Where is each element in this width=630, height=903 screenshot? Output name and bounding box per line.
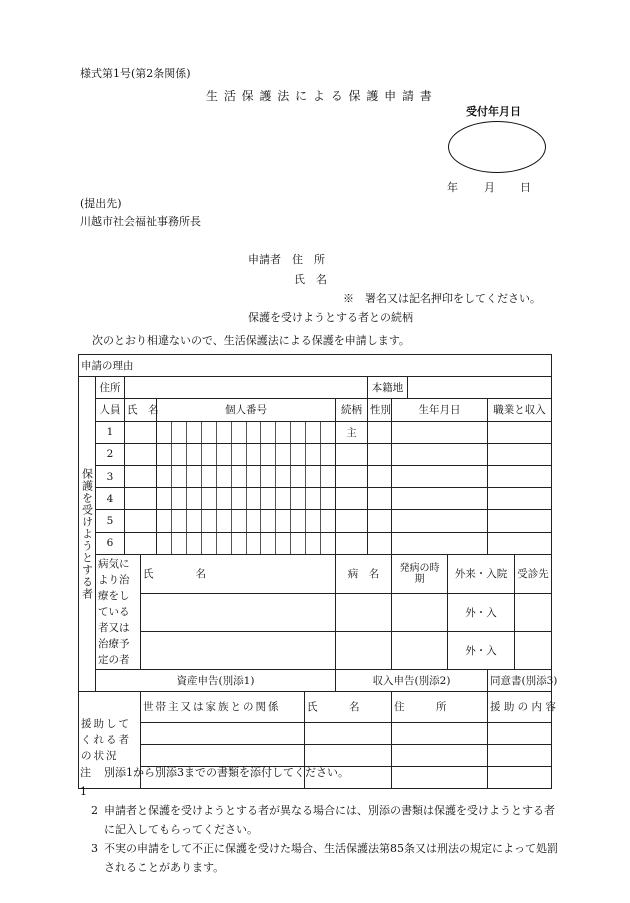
note-number: 2 bbox=[91, 804, 98, 817]
outpatient-option[interactable]: 外・入 bbox=[448, 593, 515, 631]
relation-field[interactable] bbox=[336, 488, 368, 510]
row-number: 4 bbox=[96, 488, 125, 510]
support-address-field[interactable] bbox=[392, 722, 488, 744]
sex-field[interactable] bbox=[368, 443, 392, 465]
onset-field[interactable] bbox=[392, 593, 448, 631]
illness-header-disease: 病 名 bbox=[336, 554, 392, 593]
page-title: 生 活 保 護 法 に よ る 保 護 申 請 書 bbox=[206, 89, 433, 103]
clinic-field[interactable] bbox=[515, 593, 552, 631]
row-number: 3 bbox=[96, 465, 125, 487]
head-mark: 主 bbox=[336, 421, 368, 443]
birthdate-field[interactable] bbox=[392, 532, 488, 554]
name-field[interactable] bbox=[125, 532, 157, 554]
address-field[interactable] bbox=[125, 377, 368, 399]
sex-field[interactable] bbox=[368, 421, 392, 443]
date-month: 月 bbox=[484, 181, 495, 194]
row-number: 2 bbox=[96, 443, 125, 465]
relation-field[interactable] bbox=[336, 532, 368, 554]
header-personal-number: 個人番号 bbox=[157, 399, 336, 421]
name-field[interactable] bbox=[125, 465, 157, 487]
note-text: 不実の申請をして不正に保護を受けた場合、生活保護法第85条又は刑法の規定によって処罰されることがあります。 bbox=[104, 842, 558, 874]
outpatient-option[interactable]: 外・入 bbox=[448, 631, 515, 669]
notes bbox=[80, 763, 560, 877]
side-label: 保護を受けようとする者 bbox=[80, 468, 94, 601]
birthdate-field[interactable] bbox=[392, 443, 488, 465]
receipt-stamp-area bbox=[448, 121, 546, 173]
note-item bbox=[80, 801, 560, 839]
name-field[interactable] bbox=[125, 443, 157, 465]
personal-number-field[interactable] bbox=[157, 421, 336, 443]
note-item bbox=[80, 763, 560, 801]
illness-header-outpatient: 外来・入院 bbox=[448, 554, 515, 593]
sex-field[interactable] bbox=[368, 510, 392, 532]
attachment-asset: 資産申告(別添1) bbox=[96, 669, 336, 691]
header-sex: 性別 bbox=[368, 399, 392, 421]
support-header-relation: 世帯主又は家族との関係 bbox=[141, 691, 305, 722]
application-table bbox=[78, 354, 558, 789]
occupation-field[interactable] bbox=[488, 443, 552, 465]
support-name-field[interactable] bbox=[305, 722, 392, 744]
domicile-field[interactable] bbox=[408, 377, 552, 399]
birthdate-field[interactable] bbox=[392, 421, 488, 443]
address-label: 住所 bbox=[96, 377, 125, 399]
support-header-name: 氏 名 bbox=[305, 691, 392, 722]
submit-to-label: (提出先) bbox=[80, 197, 122, 210]
header-relation: 続柄 bbox=[336, 399, 368, 421]
support-relation-field[interactable] bbox=[141, 722, 305, 744]
disease-field[interactable] bbox=[336, 631, 392, 669]
date-year: 年 bbox=[447, 181, 458, 194]
reason-label: 申請の理由 bbox=[79, 355, 552, 377]
name-field[interactable] bbox=[125, 421, 157, 443]
form-number: 様式第1号(第2条関係) bbox=[80, 67, 191, 80]
side-label-cell bbox=[79, 377, 96, 692]
note-text: 別添1から別添3までの書類を添付してください。 bbox=[104, 766, 349, 779]
applicant-name-label: 氏 名 bbox=[294, 273, 327, 286]
row-number: 1 bbox=[96, 421, 125, 443]
occupation-field[interactable] bbox=[488, 465, 552, 487]
sex-field[interactable] bbox=[368, 465, 392, 487]
note-number: 3 bbox=[91, 842, 98, 855]
illness-name-field[interactable] bbox=[141, 593, 336, 631]
row-number: 6 bbox=[96, 532, 125, 554]
birthdate-field[interactable] bbox=[392, 488, 488, 510]
row-number: 5 bbox=[96, 510, 125, 532]
support-header-address: 住 所 bbox=[392, 691, 488, 722]
statement: 次のとおり相違ないので、生活保護法による保護を申請します。 bbox=[92, 334, 410, 347]
clinic-field[interactable] bbox=[515, 631, 552, 669]
signature-note: ※ 署名又は記名押印をしてください。 bbox=[343, 292, 541, 305]
personal-number-field[interactable] bbox=[157, 443, 336, 465]
sex-field[interactable] bbox=[368, 488, 392, 510]
applicant-address-label: 申請者 住 所 bbox=[248, 253, 325, 266]
relation-label: 保護を受けようとする者との続柄 bbox=[248, 311, 413, 324]
illness-header-name: 氏 名 bbox=[141, 554, 336, 593]
personal-number-field[interactable] bbox=[157, 510, 336, 532]
disease-field[interactable] bbox=[336, 593, 392, 631]
relation-field[interactable] bbox=[336, 510, 368, 532]
support-label: 援助してくれる者の状況 bbox=[79, 691, 141, 789]
submit-to: 川越市社会福祉事務所長 bbox=[80, 215, 201, 228]
note-text: 申請者と保護を受けようとする者が異なる場合には、別添の書類は保護を受けようとする者に記入してもらってください。 bbox=[104, 804, 555, 836]
note-item bbox=[80, 839, 560, 877]
support-content-field[interactable] bbox=[488, 722, 552, 744]
domicile-label: 本籍地 bbox=[368, 377, 408, 399]
name-field[interactable] bbox=[125, 488, 157, 510]
personal-number-field[interactable] bbox=[157, 488, 336, 510]
receipt-date-label: 受付年月日 bbox=[466, 105, 521, 118]
occupation-field[interactable] bbox=[488, 488, 552, 510]
illness-name-field[interactable] bbox=[141, 631, 336, 669]
relation-field[interactable] bbox=[336, 443, 368, 465]
sex-field[interactable] bbox=[368, 532, 392, 554]
attachment-income: 収入申告(別添2) bbox=[336, 669, 488, 691]
illness-header-onset: 発病の時 期 bbox=[392, 554, 448, 593]
header-name: 氏 名 bbox=[125, 399, 157, 421]
occupation-field[interactable] bbox=[488, 532, 552, 554]
header-occupation: 職業と収入 bbox=[488, 399, 552, 421]
onset-field[interactable] bbox=[392, 631, 448, 669]
attachment-consent: 同意書(別添3) bbox=[488, 669, 552, 691]
date-day: 日 bbox=[520, 181, 531, 194]
personal-number-field[interactable] bbox=[157, 532, 336, 554]
header-members: 人員 bbox=[96, 399, 125, 421]
note-number: 注 1 bbox=[80, 766, 102, 798]
occupation-field[interactable] bbox=[488, 510, 552, 532]
personal-number-field[interactable] bbox=[157, 465, 336, 487]
relation-field[interactable] bbox=[336, 465, 368, 487]
illness-label: 病気により治療をしている者又は治療予定の者 bbox=[96, 554, 141, 669]
name-field[interactable] bbox=[125, 510, 157, 532]
occupation-field[interactable] bbox=[488, 421, 552, 443]
birthdate-field[interactable] bbox=[392, 510, 488, 532]
birthdate-field[interactable] bbox=[392, 465, 488, 487]
header-birthdate: 生年月日 bbox=[392, 399, 488, 421]
support-header-content: 援 助 の 内 容 bbox=[488, 691, 552, 722]
illness-header-clinic: 受診先 bbox=[515, 554, 552, 593]
